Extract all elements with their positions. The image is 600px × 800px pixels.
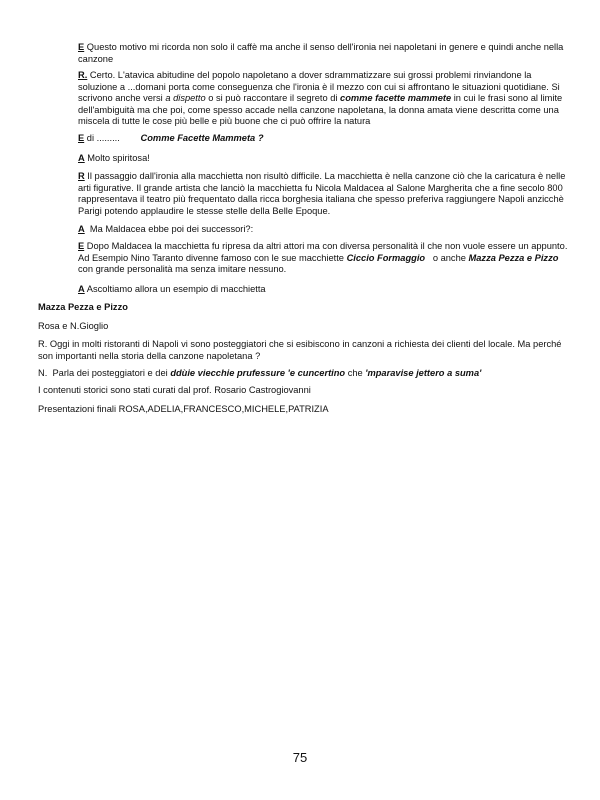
credits-line: I contenuti storici sono stati curati dal prof. Rosario Castrogiovanni (38, 385, 311, 395)
song-title-inline: Comme Facette Mammeta ? (140, 133, 264, 143)
dialogue-text: Molto spiritosa! (84, 153, 150, 163)
song-title-inline: ddùie viecchie prufessure (170, 368, 286, 378)
song-title-inline: Ciccio Formaggio (346, 252, 426, 263)
song-title-inline: comme facette mammete (340, 93, 452, 104)
dialogue-paragraph (78, 153, 570, 165)
song-title-inline: 'mparavise jettero a suma' (365, 368, 482, 378)
presentations-line: Presentazioni finali ROSA,ADELIA,FRANCESCO,MICHELE,PATRIZIA (38, 404, 329, 414)
speaker-label: A (78, 153, 85, 163)
n-paragraph-text: che (345, 368, 366, 378)
dialogue-text: di ......... (84, 133, 141, 143)
dialogue-text: con grande personalità ma senza imitare nessuno. (78, 264, 287, 275)
dialogue-text: Ma Maldacea ebbe poi dei successori?: (84, 224, 254, 234)
page-number: 75 (292, 750, 308, 765)
speaker-label: A (78, 224, 85, 234)
speaker-label: E (78, 241, 85, 251)
dialogue-paragraph (78, 241, 570, 276)
emphasis-text: a dispetto (165, 93, 206, 104)
dialogue-text: Dopo Maldacea la macchietta fu ripresa da altri attori ma con diversa personalità il che non vuole essere un appunto. Ad Esempio Nino Taranto divenne famoso con le sue macchiette (78, 241, 568, 263)
dialogue-text: Questo motivo mi ricorda non solo il caffè ma anche il senso dell'ironia nei napoletani in genere e quindi anche nella canzone (78, 42, 564, 64)
speaker-label: E (78, 133, 85, 143)
speaker-label: A (78, 284, 85, 294)
n-paragraph (38, 368, 570, 380)
dialogue-paragraph (78, 133, 570, 145)
song-heading: Mazza Pezza e Pizzo (38, 302, 128, 312)
speaker-label: R. (78, 70, 88, 80)
speaker-label: R (78, 171, 85, 181)
dialogue-paragraph (78, 42, 570, 65)
speaker-label: E (78, 42, 85, 52)
dialogue-text: o anche (425, 252, 469, 263)
dialogue-text: in cui le frasi sono al limite dell'ambiguità ma che poi, come spesso accade nella canzone napoletana, la donna amata viene descritta come una miscela di tutte le cose più belle e più buone che ci può offrire la natura (78, 93, 563, 127)
performers-line: Rosa e N.Gioglio (38, 321, 109, 331)
dialogue-paragraph (78, 224, 570, 236)
dialogue-text: Certo. L'atavica abitudine del popolo napoletano a dover sdrammatizzare sui grossi problemi rinviandone la soluzione a ...domani porta come conseguenza che l'ironia è il mezzo con cui si affrontano le situazioni quotidiane. Si scrivono anche versi (78, 70, 560, 104)
dialogue-text: Il passaggio dall'ironia alla macchietta non risultò difficile. La macchietta è nella canzone ciò che la caricatura è nelle arti figurative. Il grande artista che lanciò la macchietta fu Nicola Maldacea al Salone Margherita che a fine secolo 800 rappresentava il teatro più frequentato dalla ricca borghesia italiana che spesso preferiva raggiungere Napoli anzicchè Parigi potendo applaudire le stesse stelle della Belle Epoque. (78, 171, 566, 216)
dialogue-paragraph (78, 171, 570, 217)
dialogue-text: o si può raccontare il segreto di (205, 93, 341, 104)
dialogue-paragraph (78, 284, 570, 296)
dialogue-text: Ascoltiamo allora un esempio di macchietta (84, 284, 266, 294)
song-title-inline: 'e cuncertino (287, 368, 346, 378)
song-title-inline: Mazza Pezza e Pizzo (468, 252, 559, 263)
dialogue-paragraph (78, 70, 570, 128)
n-paragraph-text: N. Parla dei posteggiatori e dei (38, 368, 171, 378)
posteggiatori-paragraph: R. Oggi in molti ristoranti di Napoli vi sono posteggiatori che si esibiscono in canzoni a richiesta dei clienti del locale. Ma perché son importanti nella storia della canzone napoletana ? (38, 339, 562, 361)
